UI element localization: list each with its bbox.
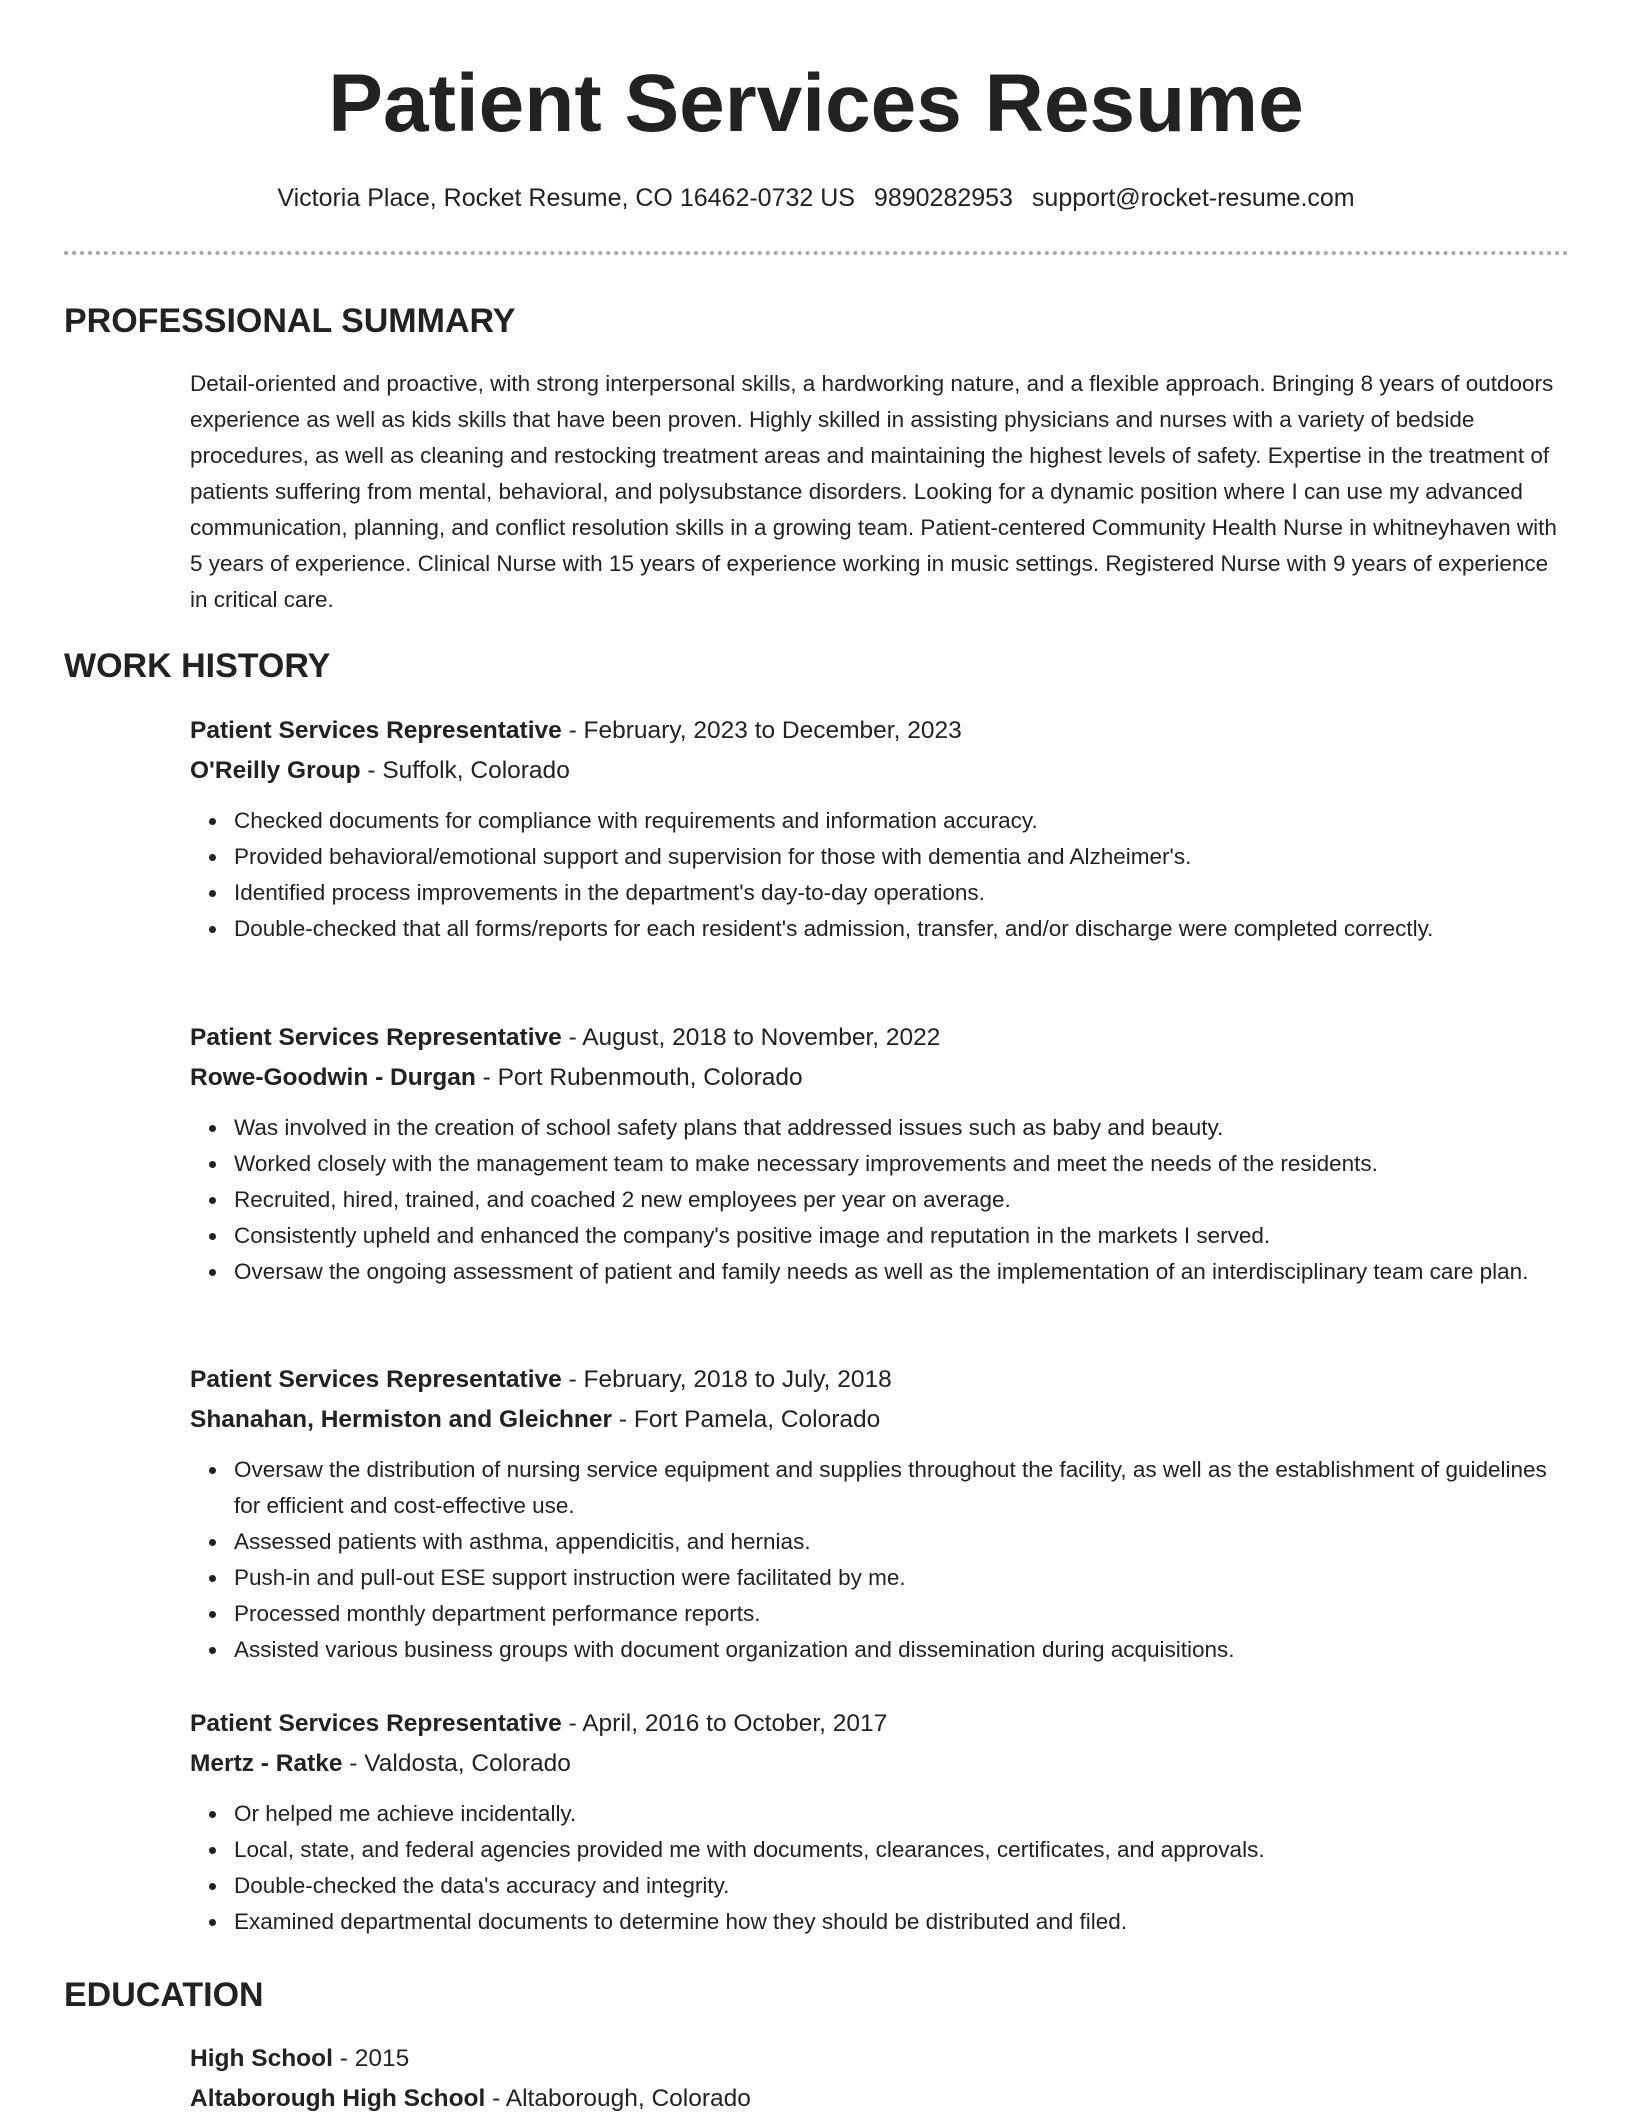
- job-bullet: Identified process improvements in the department's day-to-day operations.: [234, 875, 1570, 911]
- education-entry: [190, 2039, 1570, 2119]
- contact-address: Victoria Place, Rocket Resume, CO 16462-0732 US: [277, 184, 855, 212]
- job-dates: - April, 2016 to October, 2017: [561, 1710, 888, 1737]
- job-bullets: [190, 803, 1570, 947]
- job-location: - Port Rubenmouth, Colorado: [475, 1064, 803, 1091]
- job-bullet: Assessed patients with asthma, appendicitis, and hernias.: [234, 1524, 1570, 1560]
- job-bullets: [190, 1110, 1570, 1290]
- job-title-line: [190, 711, 1570, 751]
- job-bullet: Examined departmental documents to determine how they should be distributed and filed.: [234, 1904, 1570, 1940]
- section-heading-education: EDUCATION: [64, 1976, 264, 2014]
- section-heading-work-history: WORK HISTORY: [64, 647, 331, 685]
- job-bullet: Checked documents for compliance with requirements and information accuracy.: [234, 803, 1570, 839]
- job-entry: [190, 1360, 1570, 1668]
- job-title: Patient Services Representative: [190, 1710, 562, 1737]
- job-bullet: Worked closely with the management team to make necessary improvements and meet the needs of the residents.: [234, 1146, 1570, 1182]
- contact-email: support@rocket-resume.com: [1031, 184, 1355, 212]
- job-title-line: [190, 1018, 1570, 1058]
- job-bullet: Was involved in the creation of school safety plans that addressed issues such as baby and beauty.: [234, 1110, 1570, 1146]
- job-bullet: Double-checked that all forms/reports for each resident's admission, transfer, and/or discharge were completed correctly.: [234, 911, 1570, 947]
- summary-text: Detail-oriented and proactive, with strong interpersonal skills, a hardworking nature, and a flexible approach. Bringing 8 years of outdoors experience as well as kids skills that have been proven. Highly skilled in assisting physicians and nurses with a variety of bedside procedures, as well as cleaning and restocking treatment areas and maintaining the highest levels of safety. Expertise in the treatment of patients suffering from mental, behavioral, and polysubstance disorders. Looking for a dynamic position where I can use my advanced communication, planning, and conflict resolution skills in a growing team. Patient-centered Community Health Nurse in whitneyhaven with 5 years of experience. Clinical Nurse with 15 years of experience working in music settings. Registered Nurse with 9 years of experience in critical care.: [190, 371, 1557, 612]
- job-bullet: Processed monthly department performance reports.: [234, 1596, 1570, 1632]
- job-title-line: [190, 1360, 1570, 1400]
- job-title-line: [190, 1704, 1570, 1744]
- contact-phone: 9890282953: [873, 184, 1013, 212]
- job-company: Mertz - Ratke: [190, 1750, 343, 1777]
- job-title: Patient Services Representative: [190, 1366, 562, 1393]
- section-heading-summary: PROFESSIONAL SUMMARY: [64, 302, 516, 340]
- job-bullets: [190, 1796, 1570, 1940]
- job-bullet: Push-in and pull-out ESE support instruction were facilitated by me.: [234, 1560, 1570, 1596]
- job-dates: - August, 2018 to November, 2022: [561, 1024, 941, 1051]
- job-company-line: [190, 1058, 1570, 1098]
- education-degree-line: [190, 2039, 1570, 2079]
- job-location: - Suffolk, Colorado: [360, 757, 570, 784]
- education-school: Altaborough High School: [190, 2085, 486, 2112]
- education-degree: High School: [190, 2045, 333, 2072]
- job-bullet: Assisted various business groups with document organization and dissemination during acquisitions.: [234, 1632, 1570, 1668]
- job-bullet: Recruited, hired, trained, and coached 2 new employees per year on average.: [234, 1182, 1570, 1218]
- job-entry: [190, 1704, 1570, 1940]
- job-dates: - February, 2023 to December, 2023: [561, 717, 962, 744]
- education-location: - Altaborough, Colorado: [485, 2085, 751, 2112]
- job-entry: [190, 1018, 1570, 1290]
- job-company-line: [190, 1744, 1570, 1784]
- job-dates: - February, 2018 to July, 2018: [561, 1366, 892, 1393]
- job-location: - Fort Pamela, Colorado: [612, 1406, 881, 1433]
- job-title: Patient Services Representative: [190, 717, 562, 744]
- job-company-line: [190, 751, 1570, 791]
- job-company: Shanahan, Hermiston and Gleichner: [190, 1406, 613, 1433]
- education-year: - 2015: [332, 2045, 410, 2072]
- job-bullet: Or helped me achieve incidentally.: [234, 1796, 1570, 1832]
- resume-title: Patient Services Resume: [328, 58, 1304, 149]
- contact-line: [0, 180, 1632, 216]
- job-company-line: [190, 1400, 1570, 1440]
- header-divider: [64, 251, 1569, 255]
- job-bullet: Oversaw the distribution of nursing service equipment and supplies throughout the facility, as well as the establishment of guidelines for efficient and cost-effective use.: [234, 1452, 1570, 1524]
- job-bullets: [190, 1452, 1570, 1668]
- job-company: Rowe-Goodwin - Durgan: [190, 1064, 476, 1091]
- job-bullet: Local, state, and federal agencies provided me with documents, clearances, certificates, and approvals.: [234, 1832, 1570, 1868]
- job-bullet: Consistently upheld and enhanced the company's positive image and reputation in the markets I served.: [234, 1218, 1570, 1254]
- job-bullet: Provided behavioral/emotional support and supervision for those with dementia and Alzheimer's.: [234, 839, 1570, 875]
- job-bullet: Double-checked the data's accuracy and integrity.: [234, 1868, 1570, 1904]
- job-company: O'Reilly Group: [190, 757, 361, 784]
- job-entry: [190, 711, 1570, 947]
- job-title: Patient Services Representative: [190, 1024, 562, 1051]
- job-location: - Valdosta, Colorado: [342, 1750, 571, 1777]
- job-bullet: Oversaw the ongoing assessment of patient and family needs as well as the implementation of an interdisciplinary team care plan.: [234, 1254, 1570, 1290]
- education-school-line: [190, 2079, 1570, 2119]
